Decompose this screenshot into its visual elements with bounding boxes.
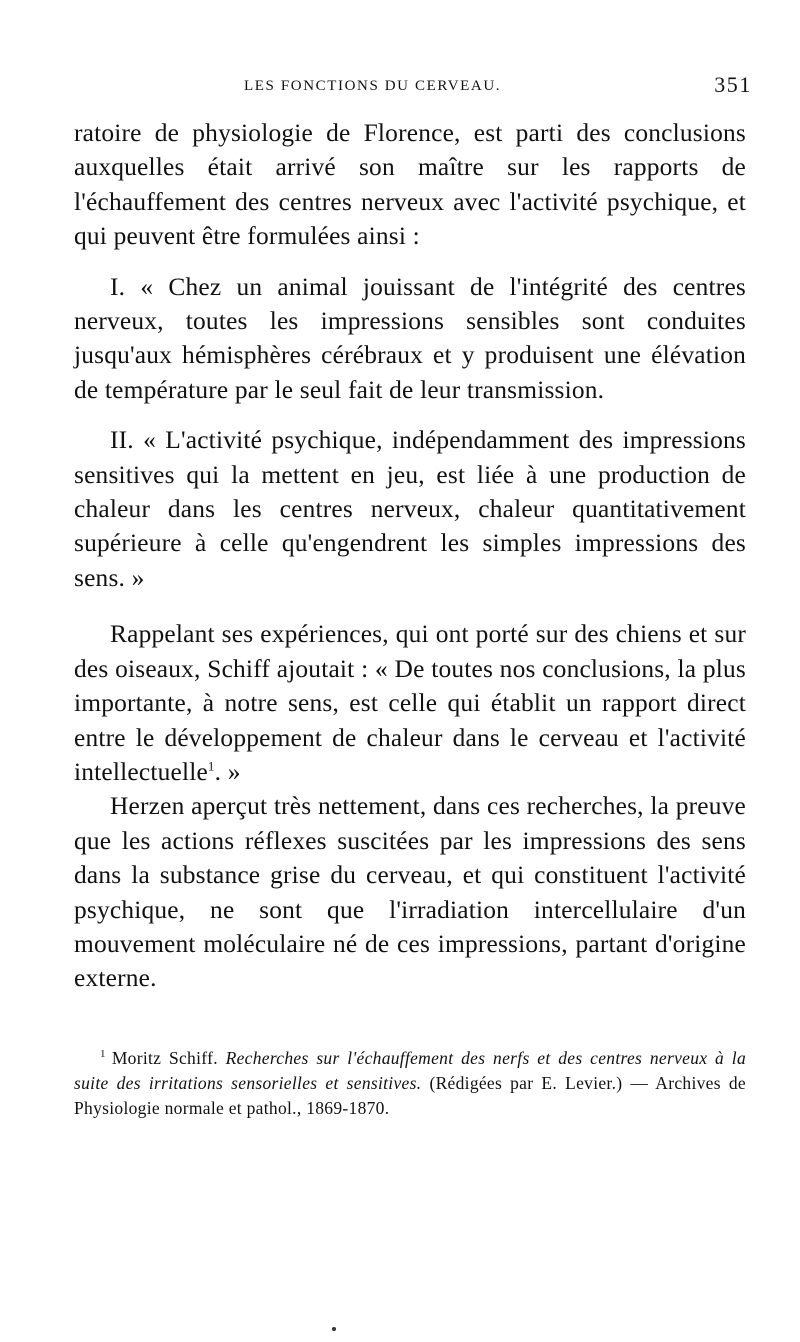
- quoted-conclusions: [74, 270, 746, 596]
- footnote-mark: 1: [100, 1047, 106, 1060]
- paragraph-intro: ratoire de physiologie de Florence, est parti des conclusions auxquelles était arrivé son maître sur les rapports de l'échauffement des centres nerveux avec l'activité psychique, et qui peuvent être formulées ainsi :: [74, 119, 746, 251]
- running-title: LES FONCTIONS DU CERVEAU.: [244, 78, 502, 94]
- paragraph-schiff-closing: . »: [214, 757, 241, 786]
- paragraph-schiff: [74, 617, 746, 789]
- paragraph-schiff-text: Rappelant ses expériences, qui ont porté sur des chiens et sur des oiseaux, Schiff ajoutait : « De toutes nos conclusions, la plus importante, à notre sens, est celle qui établit un rapport direct entre le développement de chaleur dans le cerveau et l'activité intellectuelle: [74, 620, 746, 786]
- footnote: [74, 1042, 746, 1121]
- book-page: [74, 64, 752, 1121]
- conclusion-one: I. « Chez un animal jouissant de l'intégrité des centres nerveux, toutes les impressions sensibles sont conduites jusqu'aux hémisphères cérébraux et y produisent une élévation de température par le seul fait de leur transmission.: [74, 272, 746, 404]
- footnote-title: Recherches sur l'échauffement des nerfs et des centres nerveux à la suite des irritations sensorielles et sensitives.: [74, 1047, 747, 1093]
- footnote-source: (Rédigées par E. Levier.) — Archives de Physiologie normale et pathol., 1869-1870.: [74, 1072, 746, 1118]
- main-text: [74, 116, 746, 996]
- footnote-author: Moritz Schiff.: [111, 1047, 218, 1068]
- print-speck: [332, 1327, 336, 1331]
- paragraph-herzen: Herzen aperçut très nettement, dans ces recherches, la preuve que les actions réflexes suscitées par les impressions des sens dans la substance grise du cerveau, et qui constituent l'activité psychique, ne sont que l'irradiation intercellulaire d'un mouvement moléculaire né de ces impressions, partant d'origine externe.: [74, 792, 746, 993]
- page-number: 351: [714, 72, 752, 97]
- conclusion-two: II. « L'activité psychique, indépendamment des impressions sensitives qui la mettent en jeu, est liée à une production de chaleur dans les centres nerveux, chaleur quantitativement supérieure à celle qu'engendrent les simples impressions des sens. »: [74, 426, 746, 592]
- footnote-reference: 1: [207, 758, 215, 774]
- running-header: [74, 64, 752, 100]
